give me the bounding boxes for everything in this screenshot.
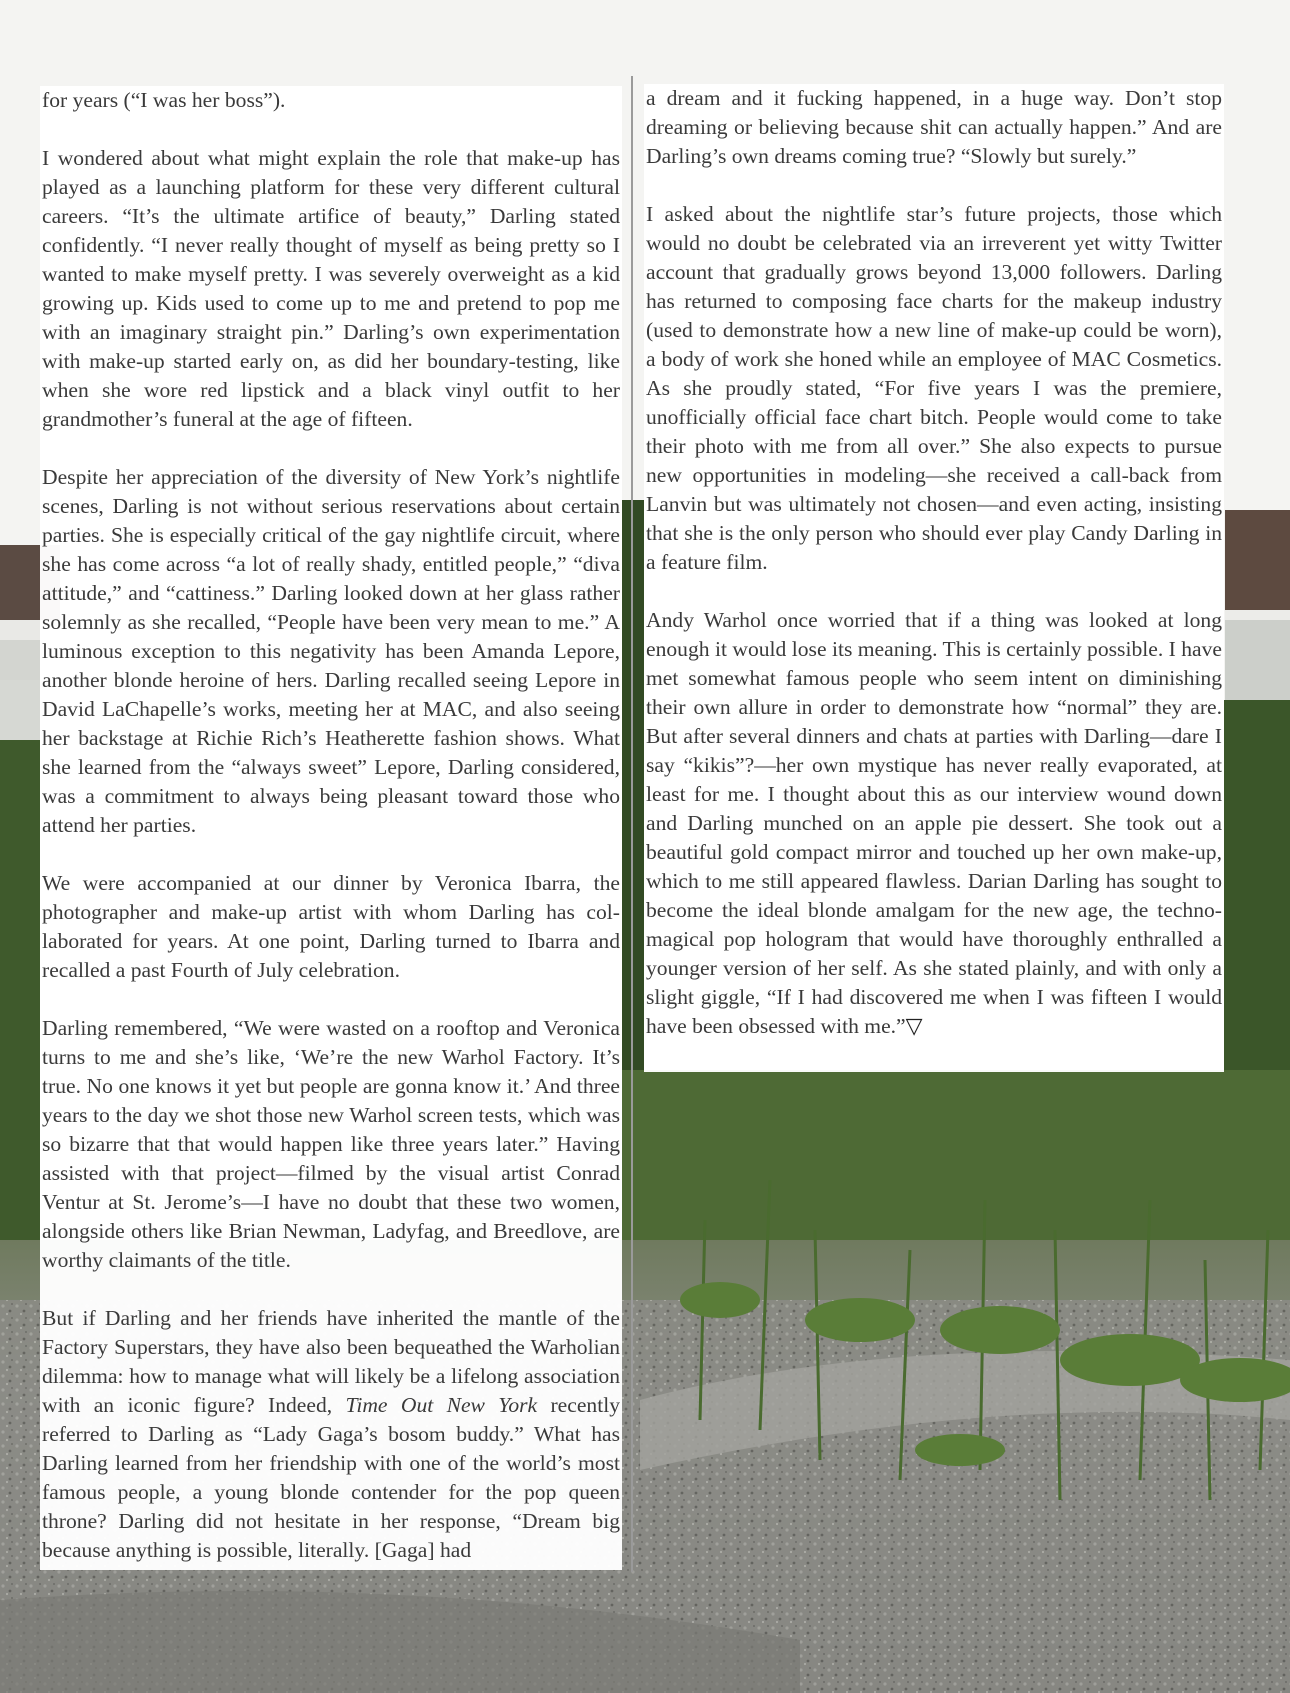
paragraph: Darling remembered, “We were wasted on a rooftop and Veronica turns to me and she’s like, ‘We’re the new Warhol Factory. It’s true. No one knows it yet but people are gonna know it.’ And three years to the day we shot those new Warhol screen tests, which was so bizarre that that would happen like three years later.” Having assisted with that project—filmed by the visual artist Conrad Ventur at St. Jerome’s—I have no doubt that these two women, alongside others like Brian Newman, Ladyfag, and Breedlove, are worthy claimants of the title. bbox=[42, 1016, 620, 1272]
paragraph: I wondered about what might explain the role that make-up has played as a launching platform for these very different cultural careers. “It’s the ultimate artifice of beauty,” Darling stated confidently. “I never really thought of myself as being pretty so I wanted to make myself pretty. I was severely overweight as a kid growing up. Kids used to come up to me and pretend to pop me with an imaginary straight pin.” Darling’s own experimentation with make-up started early on, as did her boundary-testing, like when she wore red lipstick and a black vinyl outfit to her grandmother’s funeral at the age of fifteen. bbox=[42, 146, 620, 431]
column-divider bbox=[631, 76, 633, 1572]
paragraph bbox=[646, 606, 1222, 1041]
left-column bbox=[40, 86, 622, 1570]
paragraph: I asked about the nightlife star’s future projects, those which would no doubt be celebrated via an irreverent yet witty Twitter account that gradually grows beyond 13,000 followers. Darling has returned to composing face charts for the makeup industry (used to demonstrate how a new line of make-up could be worn), a body of work she honed while an employee of MAC Cosmetics. As she proudly stated, “For five years I was the premiere, unofficially official face chart bitch. People would come to take their photo with me from all over.” She also expects to pursue new opportunities in modeling—she received a call-back from Lanvin but was ultimately not chosen—and even acting, insisting that she is the only person who should ever play Candy Darling in a feature film. bbox=[646, 202, 1222, 574]
paragraph: We were accompanied at our dinner by Veronica Ibarra, the photographer and make-up artist with whom Darling has collaborated for years. At one point, Darling turned to Ibarra and recalled a past Fourth of July celebration. bbox=[42, 871, 620, 982]
text-run: recently referred to Darling as “Lady Gaga’s bosom buddy.” What has Darling learned from her friendship with one of the world’s most famous people, a young blonde contender for the pop queen throne? Darling did not hesitate in her response, “Dream big because anything is possible, literally. [Gaga] had bbox=[42, 1393, 620, 1562]
text-run: Andy Warhol once worried that if a thing was looked at long enough it would lose its meaning. This is certainly possible. I have met somewhat famous people who seem intent on diminishing their own allure in order to demonstrate how “normal” they are. But after several dinners and chats at parties with Darling—dare I say “kikis”?—her own mystique has never really evaporated, at least for me. I thought about this as our interview wound down and Darling munched on an apple pie dessert. She took out a beautiful gold compact mirror and touched up her own make-up, which to me still appeared flawless. Darian Darling has sought to become the ideal blonde amalgam for the new age, the techno-magical pop hologram that would have thoroughly enthralled a younger version of her self. As she stated plainly, and with only a slight giggle, “If I had discovered me when I was fifteen I would have been obsessed with me.” bbox=[646, 608, 1222, 1038]
right-column bbox=[644, 84, 1224, 1072]
paragraph bbox=[42, 1304, 620, 1565]
end-of-article-icon: ▽ bbox=[905, 1014, 923, 1039]
text-run: But if Darling and her friends have inherited the mantle of the Factory Superstars, they have also been bequeathed the Warholian dilemma: how to manage what will likely be a lifelong association with an iconic figure? Indeed, bbox=[42, 1306, 620, 1417]
publication-title: Time Out New York bbox=[345, 1393, 538, 1417]
paragraph: Despite her appreciation of the diversity of New York’s nightlife scenes, Darling is not without serious reservations about certain parties. She is especially critical of the gay nightlife circuit, where she has come across “a lot of really shady, entitled people,” “diva attitude,” and “cattiness.” Darling looked down at her glass rather solemnly as she recalled, “People have been very mean to me.” A luminous exception to this negativity has been Amanda Lepore, another blonde heroine of hers. Darling recalled seeing Lepore in David LaChapelle’s works, meeting her at MAC, and also seeing her backstage at Richie Rich’s Heatherette fashion shows. What she learned from the “always sweet” Lepore, Darling considered, was a commitment to always being pleasant toward those who attend her parties. bbox=[42, 465, 620, 837]
paragraph: for years (“I was her boss”). bbox=[42, 88, 286, 112]
paragraph: a dream and it fucking happened, in a huge way. Don’t stop dreaming or believing because shit can actually happen.” And are Darling’s own dreams coming true? “Slowly but surely.” bbox=[646, 86, 1222, 168]
